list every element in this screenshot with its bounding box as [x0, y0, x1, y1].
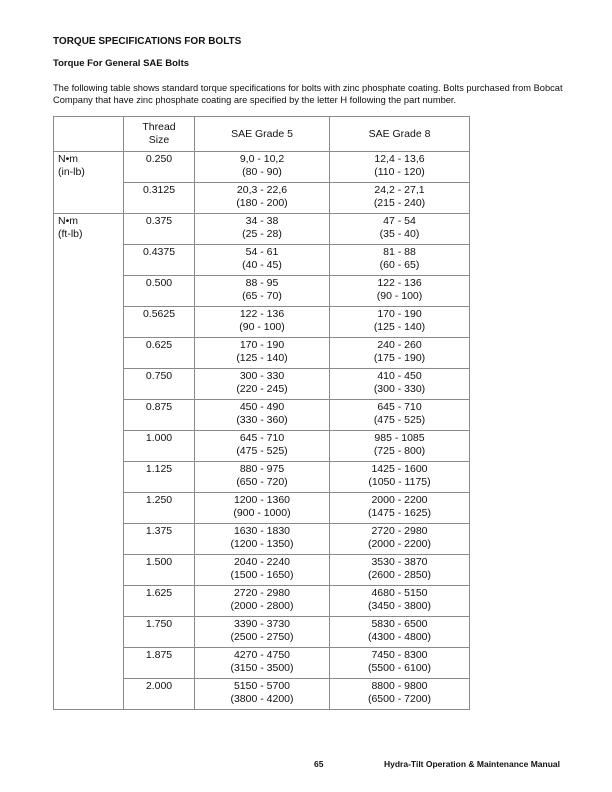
torque-table [53, 116, 470, 710]
grade-8-cell: 2000 - 2200 (1475 - 1625) [330, 493, 470, 524]
header-grade-8: SAE Grade 8 [330, 117, 470, 152]
grade-5-cell: 34 - 38 (25 - 28) [195, 214, 330, 245]
grade-8-cell: 24,2 - 27,1 (215 - 240) [330, 183, 470, 214]
page-number: 65 [314, 759, 324, 769]
header-units [54, 117, 124, 152]
grade-5-cell: 1630 - 1830 (1200 - 1350) [195, 524, 330, 555]
intro-paragraph: The following table shows standard torque specifications for bolts with zinc phosphate coating. Bolts purchased from Bobcat Company that have zinc phosphate coating are specified by the letter H following the part number. [53, 83, 563, 105]
grade-5-cell: 122 - 136 (90 - 100) [195, 307, 330, 338]
grade-5-cell: 9,0 - 10,2 (80 - 90) [195, 152, 330, 183]
table-row [54, 214, 470, 245]
grade-5-cell: 645 - 710 (475 - 525) [195, 431, 330, 462]
section-title: Torque For General SAE Bolts [53, 58, 190, 69]
thread-size-cell: 1.500 [124, 555, 195, 586]
grade-5-cell: 3390 - 3730 (2500 - 2750) [195, 617, 330, 648]
grade-8-cell: 170 - 190 (125 - 140) [330, 307, 470, 338]
grade-8-cell: 985 - 1085 (725 - 800) [330, 431, 470, 462]
thread-size-cell: 1.625 [124, 586, 195, 617]
unit-group-label: N•m (in-lb) [54, 152, 124, 214]
thread-size-cell: 1.125 [124, 462, 195, 493]
header-grade-5: SAE Grade 5 [195, 117, 330, 152]
thread-size-cell: 1.875 [124, 648, 195, 679]
thread-size-cell: 1.375 [124, 524, 195, 555]
page-title: TORQUE SPECIFICATIONS FOR BOLTS [53, 36, 242, 47]
thread-size-cell: 0.500 [124, 276, 195, 307]
thread-size-cell: 1.250 [124, 493, 195, 524]
grade-8-cell: 122 - 136 (90 - 100) [330, 276, 470, 307]
thread-size-cell: 0.3125 [124, 183, 195, 214]
grade-8-cell: 410 - 450 (300 - 330) [330, 369, 470, 400]
thread-size-cell: 2.000 [124, 679, 195, 710]
grade-5-cell: 54 - 61 (40 - 45) [195, 245, 330, 276]
thread-size-cell: 1.750 [124, 617, 195, 648]
grade-8-cell: 47 - 54 (35 - 40) [330, 214, 470, 245]
table-row [54, 152, 470, 183]
thread-size-cell: 0.750 [124, 369, 195, 400]
grade-5-cell: 88 - 95 (65 - 70) [195, 276, 330, 307]
grade-5-cell: 4270 - 4750 (3150 - 3500) [195, 648, 330, 679]
grade-5-cell: 2040 - 2240 (1500 - 1650) [195, 555, 330, 586]
grade-8-cell: 3530 - 3870 (2600 - 2850) [330, 555, 470, 586]
grade-8-cell: 4680 - 5150 (3450 - 3800) [330, 586, 470, 617]
unit-group-label: N•m (ft-lb) [54, 214, 124, 710]
grade-8-cell: 240 - 260 (175 - 190) [330, 338, 470, 369]
thread-size-cell: 1.000 [124, 431, 195, 462]
grade-5-cell: 2720 - 2980 (2000 - 2800) [195, 586, 330, 617]
grade-5-cell: 1200 - 1360 (900 - 1000) [195, 493, 330, 524]
manual-title: Hydra-Tilt Operation & Maintenance Manual [384, 759, 561, 769]
grade-8-cell: 8800 - 9800 (6500 - 7200) [330, 679, 470, 710]
grade-5-cell: 880 - 975 (650 - 720) [195, 462, 330, 493]
grade-5-cell: 300 - 330 (220 - 245) [195, 369, 330, 400]
header-thread-size: Thread Size [124, 117, 195, 152]
grade-8-cell: 12,4 - 13,6 (110 - 120) [330, 152, 470, 183]
grade-5-cell: 20,3 - 22,6 (180 - 200) [195, 183, 330, 214]
table-header-row [54, 117, 470, 152]
grade-8-cell: 645 - 710 (475 - 525) [330, 400, 470, 431]
thread-size-cell: 0.250 [124, 152, 195, 183]
grade-8-cell: 81 - 88 (60 - 65) [330, 245, 470, 276]
thread-size-cell: 0.375 [124, 214, 195, 245]
grade-8-cell: 5830 - 6500 (4300 - 4800) [330, 617, 470, 648]
grade-5-cell: 170 - 190 (125 - 140) [195, 338, 330, 369]
thread-size-cell: 0.875 [124, 400, 195, 431]
grade-8-cell: 2720 - 2980 (2000 - 2200) [330, 524, 470, 555]
grade-5-cell: 5150 - 5700 (3800 - 4200) [195, 679, 330, 710]
grade-8-cell: 7450 - 8300 (5500 - 6100) [330, 648, 470, 679]
thread-size-cell: 0.5625 [124, 307, 195, 338]
grade-8-cell: 1425 - 1600 (1050 - 1175) [330, 462, 470, 493]
grade-5-cell: 450 - 490 (330 - 360) [195, 400, 330, 431]
thread-size-cell: 0.4375 [124, 245, 195, 276]
thread-size-cell: 0.625 [124, 338, 195, 369]
